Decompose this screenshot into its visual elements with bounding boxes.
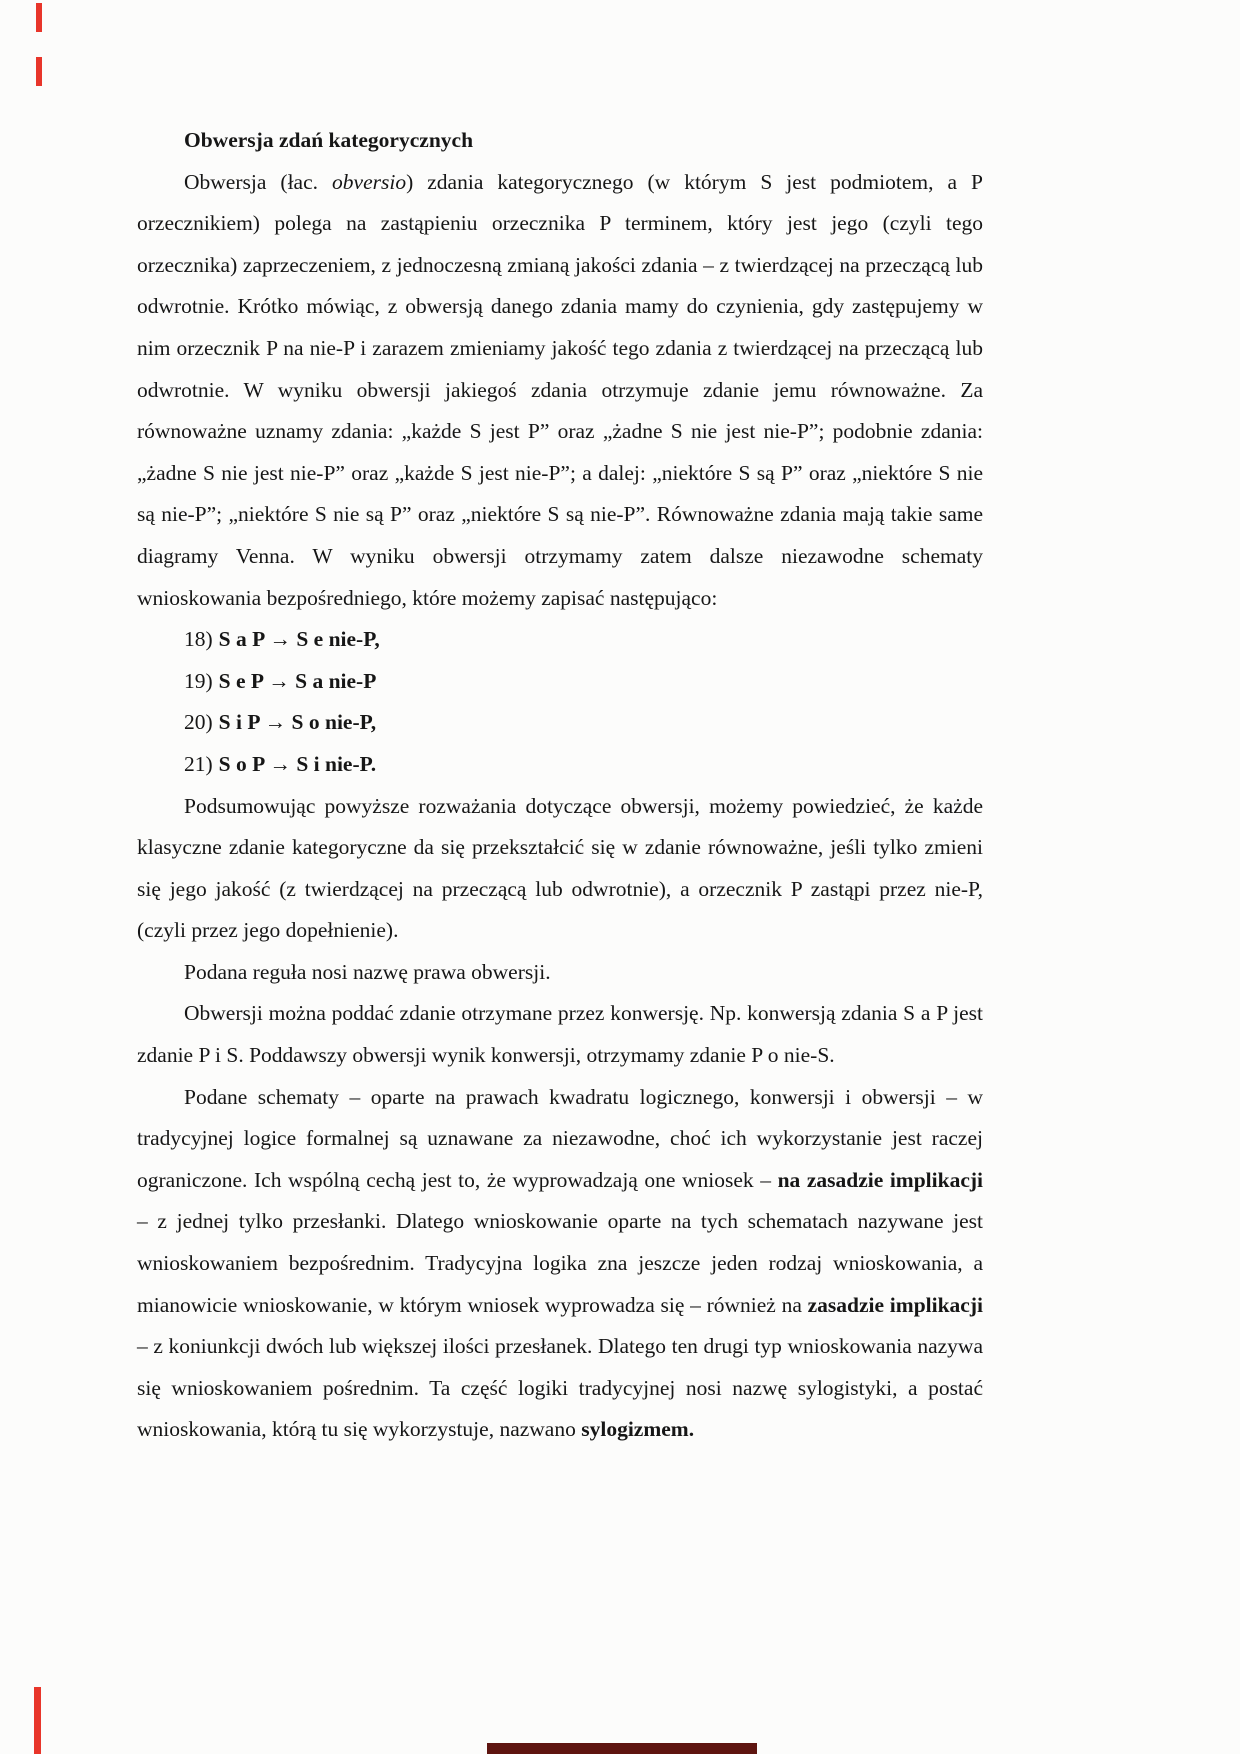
paragraph-text: Obwersja (łac. — [184, 169, 333, 194]
paragraph-text: – z jednej tylko przesłanki. Dlatego wnioskowanie oparte na tych schematach nazywane jest wnioskowaniem bezpośrednim. Tradycyjna logika zna jeszcze jeden rodzaj wnioskowania, a mianowicie wnioskowanie, w którym wniosek wyprowadza się – również na — [137, 1209, 983, 1317]
formula-number: 21) — [184, 751, 213, 776]
formula-line-19 — [184, 661, 983, 703]
formula-expression: S a P → S e nie-P, — [218, 627, 380, 652]
paragraph-text: Podane schematy – oparte na prawach kwadratu logicznego, konwersji i obwersji – w tradycyjnej logice formalnej są uznawane za niezawodne, choć ich wykorzystanie jest raczej ograniczone. Ich wspólną cechą jest to, że wyprowadzają one wniosek – — [137, 1084, 983, 1192]
formula-line-21 — [184, 744, 983, 786]
emphasis-implication-principle-2: zasadzie implikacji — [807, 1292, 983, 1317]
formula-line-18 — [184, 619, 983, 661]
document-text-block — [137, 120, 983, 1451]
scan-dark-bar-bottom-center — [487, 1743, 757, 1754]
paragraph-rule-name: Podana reguła nosi nazwę prawa obwersji. — [184, 959, 551, 984]
paragraph-text: ) zdania kategorycznego (w którym S jest podmiotem, a P orzecznikiem) polega na zastąpieniu orzecznika P terminem, który jest jego (czyli tego orzecznika) zaprzeczeniem, z jednoczesną zmianą jakości zdania – z twierdzącej na przeczącą lub odwrotnie. Krótko mówiąc, z obwersją danego zdania mamy do czynienia, gdy zastępujemy w nim orzecznik P na nie-P i zarazem zmieniamy jakość tego zdania z twierdzącej na przeczącą lub odwrotnie. W wyniku obwersji jakiegoś zdania otrzymuje zdanie jemu równoważne. Za równoważne uznamy zdania: „każde S jest P” oraz „żadne S nie jest nie-P”; podobnie zdania: „żadne S nie jest nie-P” oraz „każde S jest nie-P”; a dalej: „niektóre S są P” oraz „niektóre S nie są nie-P”; „niektóre S nie są P” oraz „niektóre S są nie-P”. Równoważne zdania mają takie same diagramy Venna. W wyniku obwersji otrzymamy zatem dalsze niezawodne schematy wnioskowania bezpośredniego, które możemy zapisać następująco: — [137, 169, 984, 610]
latin-term-italic: obversio — [332, 169, 407, 194]
formula-expression: S o P → S i nie-P. — [218, 751, 377, 776]
paragraph-obversion-definition — [137, 162, 983, 620]
formula-expression: S i P → S o nie-P, — [218, 710, 377, 735]
paragraph-conversion-example: Obwersji można poddać zdanie otrzymane przez konwersję. Np. konwersją zdania S a P jest zdanie P i S. Poddawszy obwersji wynik konwersji, otrzymamy zdanie P o nie-S. — [137, 1001, 983, 1068]
emphasis-syllogism-term: sylogizmem. — [581, 1417, 695, 1442]
document-heading: Obwersja zdań kategorycznych — [184, 128, 474, 152]
formula-number: 19) — [184, 668, 213, 693]
scan-red-mark-top-left-2 — [36, 57, 42, 86]
emphasis-implication-principle: na zasadzie implikacji — [777, 1167, 984, 1192]
paragraph-schemas-conclusion — [137, 1077, 983, 1451]
formula-line-20 — [184, 702, 983, 744]
formula-number: 18) — [184, 627, 213, 652]
scan-red-mark-bottom-left — [34, 1687, 41, 1754]
scan-red-mark-top-left-1 — [36, 3, 42, 32]
formula-expression: S e P → S a nie-P — [218, 668, 377, 693]
paragraph-summary: Podsumowując powyższe rozważania dotyczące obwersji, możemy powiedzieć, że każde klasyczne zdanie kategoryczne da się przekształcić się w zdanie równoważne, jeśli tylko zmieni się jego jakość (z twierdzącej na przeczącą lub odwrotnie), a orzecznik P zastąpi przez nie-P, (czyli przez jego dopełnienie). — [137, 793, 983, 943]
formula-number: 20) — [184, 710, 213, 735]
paragraph-text: – z koniunkcji dwóch lub większej ilości przesłanek. Dlatego ten drugi typ wnioskowania nazywa się wnioskowaniem pośrednim. Ta część logiki tradycyjnej nosi nazwę sylogistyki, a postać wnioskowania, którą tu się wykorzystuje, nazwano — [137, 1334, 983, 1442]
